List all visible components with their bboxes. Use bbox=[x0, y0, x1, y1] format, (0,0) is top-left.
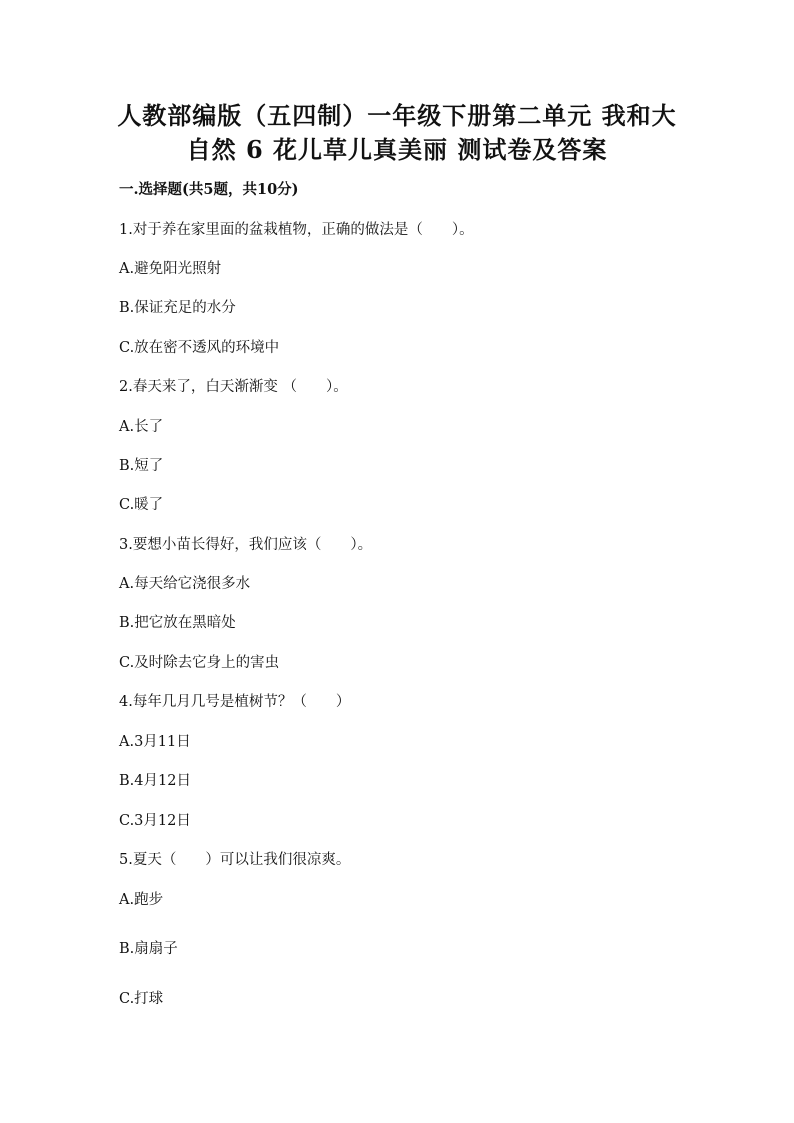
question-2-option-b: B.短了 bbox=[119, 458, 164, 474]
question-3-option-b: B.把它放在黑暗处 bbox=[119, 615, 236, 631]
question-4-option-c: C.3月12日 bbox=[119, 813, 191, 829]
question-5-option-c: C.打球 bbox=[119, 991, 164, 1007]
question-4-option-a: A.3月11日 bbox=[119, 734, 191, 750]
question-1-option-b: B.保证充足的水分 bbox=[119, 300, 236, 316]
question-2-stem: 2.春天来了，白天渐渐变 （ ）。 bbox=[119, 379, 348, 395]
question-1-stem: 1.对于养在家里面的盆栽植物，正确的做法是（ ）。 bbox=[119, 222, 474, 238]
section-heading: 一.选择题(共5题，共10分) bbox=[119, 181, 299, 198]
question-2-option-a: A.长了 bbox=[119, 419, 164, 435]
question-5-stem: 5.夏天（ ）可以让我们很凉爽。 bbox=[119, 852, 351, 868]
question-4-stem: 4.每年几月几号是植树节？（ ） bbox=[119, 694, 351, 710]
question-3-option-c: C.及时除去它身上的害虫 bbox=[119, 655, 280, 671]
document-title-line-2: 自然 6 花儿草儿真美丽 测试卷及答案 bbox=[186, 135, 608, 164]
question-5-option-a: A.跑步 bbox=[119, 892, 164, 908]
question-3-option-a: A.每天给它浇很多水 bbox=[119, 576, 251, 592]
question-4-option-b: B.4月12日 bbox=[119, 773, 191, 789]
question-3-stem: 3.要想小苗长得好，我们应该（ ）。 bbox=[119, 537, 373, 553]
question-2-option-c: C.暖了 bbox=[119, 497, 164, 513]
question-1-option-c: C.放在密不透风的环境中 bbox=[119, 340, 280, 356]
question-1-option-a: A.避免阳光照射 bbox=[119, 261, 222, 277]
document-title-line-1: 人教部编版（五四制）一年级下册第二单元 我和大 bbox=[117, 101, 677, 130]
question-5-option-b: B.扇扇子 bbox=[119, 941, 178, 957]
